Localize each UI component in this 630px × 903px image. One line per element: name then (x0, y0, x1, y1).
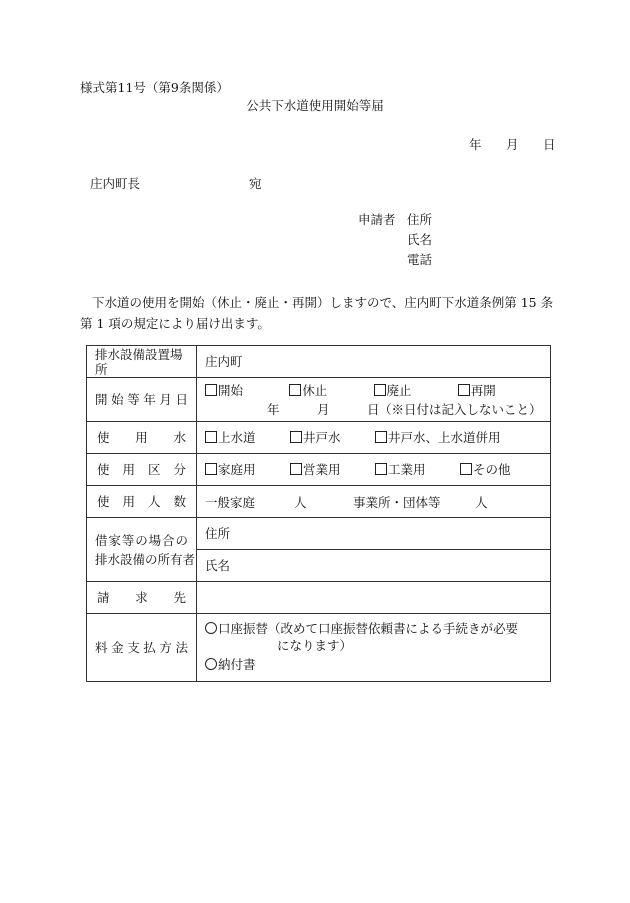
label-start-date (87, 378, 197, 422)
label-owner-line1: 借 家 等 の 場 合 の (95, 532, 188, 548)
checkbox-icon[interactable] (374, 384, 386, 396)
value-water-source (197, 422, 551, 454)
checkbox-icon[interactable] (205, 384, 217, 396)
notification-form-table (86, 345, 551, 682)
option-abolish[interactable]: 廃止 (374, 383, 458, 398)
label-owner (87, 518, 197, 582)
date-year-label: 年 (469, 137, 482, 152)
start-date-month: 月 (317, 402, 330, 417)
option-resume[interactable]: 再開 (458, 383, 542, 398)
addressee-name: 庄内町長 (90, 176, 141, 191)
applicant-name-label: 氏名 (407, 232, 433, 247)
checkbox-icon[interactable] (205, 463, 217, 475)
option-other[interactable]: その他 (460, 462, 511, 477)
checkbox-icon[interactable] (460, 463, 472, 475)
label-drainage-location: 排水設備設置場所 (87, 346, 197, 378)
date-day-label: 日 (543, 137, 556, 152)
household-unit: 人 (294, 494, 307, 510)
label-billing-text: 請 求 先 (97, 590, 186, 605)
label-start-date-text: 開 始 等 年 月 日 (95, 392, 188, 407)
applicant-label: 申請者 (358, 212, 396, 227)
value-payment-method (197, 614, 551, 682)
option-industrial[interactable]: 工業用 (375, 462, 460, 477)
checkbox-icon[interactable] (290, 463, 302, 475)
row-owner-address (87, 518, 551, 550)
checkbox-icon[interactable] (458, 384, 470, 396)
label-billing (87, 582, 197, 614)
start-type-options (205, 383, 542, 398)
value-owner-name[interactable]: 氏名 (197, 550, 551, 582)
household-label: 一般家庭 (205, 494, 256, 510)
row-billing (87, 582, 551, 614)
row-usage-type (87, 454, 551, 486)
start-date-year: 年 (267, 402, 280, 417)
value-drainage-location[interactable]: 庄内町 (197, 346, 551, 378)
option-start[interactable]: 開始 (205, 383, 289, 398)
label-user-count-text: 使 用 人 数 (97, 494, 186, 509)
row-water-source (87, 422, 551, 454)
checkbox-icon[interactable] (375, 463, 387, 475)
addressee-honorific: 宛 (249, 176, 262, 191)
form-title: 公共下水道使用開始等届 (246, 98, 384, 113)
applicant-phone-label: 電話 (407, 252, 433, 267)
option-well-and-tap[interactable]: 井戸水、上水道併用 (375, 430, 501, 445)
radio-circle-icon[interactable] (205, 658, 217, 670)
business-label: 事業所・団体等 (353, 494, 441, 510)
statement-text (80, 292, 560, 334)
label-owner-line2: 排水設備の所有者 (95, 551, 196, 567)
form-number: 様式第11号（第9条関係） (80, 80, 229, 95)
label-user-count (87, 486, 197, 518)
date-month-label: 月 (506, 137, 519, 152)
option-suspend[interactable]: 休止 (289, 383, 373, 398)
row-payment-method (87, 614, 551, 682)
checkbox-icon[interactable] (375, 431, 387, 443)
option-bank-transfer[interactable]: 口座振替（改めて口座振替依頼書による手続きが必要 (205, 621, 542, 638)
row-drainage-location (87, 346, 551, 378)
label-water-source (87, 422, 197, 454)
label-water-source-text: 使 用 水 (97, 430, 186, 445)
applicant-address-label: 住所 (407, 212, 433, 227)
radio-circle-icon[interactable] (205, 622, 217, 634)
value-billing[interactable] (197, 582, 551, 614)
option-business[interactable]: 営業用 (290, 462, 375, 477)
option-payment-slip[interactable]: 納付書 (205, 657, 542, 674)
label-payment-method-text: 料 金 支 払 方 法 (95, 640, 188, 655)
checkbox-icon[interactable] (205, 431, 217, 443)
value-user-count[interactable] (197, 486, 551, 518)
business-unit: 人 (475, 494, 488, 510)
row-user-count (87, 486, 551, 518)
label-usage-type (87, 454, 197, 486)
start-date-day: 日 (367, 402, 380, 417)
label-usage-type-text: 使 用 区 分 (97, 462, 186, 477)
option-well-water[interactable]: 井戸水 (290, 430, 375, 445)
option-bank-transfer-cont: になります） (277, 638, 353, 654)
label-payment-method (87, 614, 197, 682)
row-start-date (87, 378, 551, 422)
start-date-line (205, 402, 542, 416)
checkbox-icon[interactable] (289, 384, 301, 396)
statement-content: 下水道の使用を開始（休止・廃止・再開）しますので、庄内町下水道条例第 15 条第 1 項の規定により届け出ます。 (80, 295, 554, 331)
checkbox-icon[interactable] (290, 431, 302, 443)
value-start-date (197, 378, 551, 422)
start-date-note: （※日付は記入しないこと） (379, 402, 542, 417)
value-usage-type (197, 454, 551, 486)
option-tap-water[interactable]: 上水道 (205, 430, 290, 445)
option-household[interactable]: 家庭用 (205, 462, 290, 477)
value-owner-address[interactable]: 住所 (197, 518, 551, 550)
